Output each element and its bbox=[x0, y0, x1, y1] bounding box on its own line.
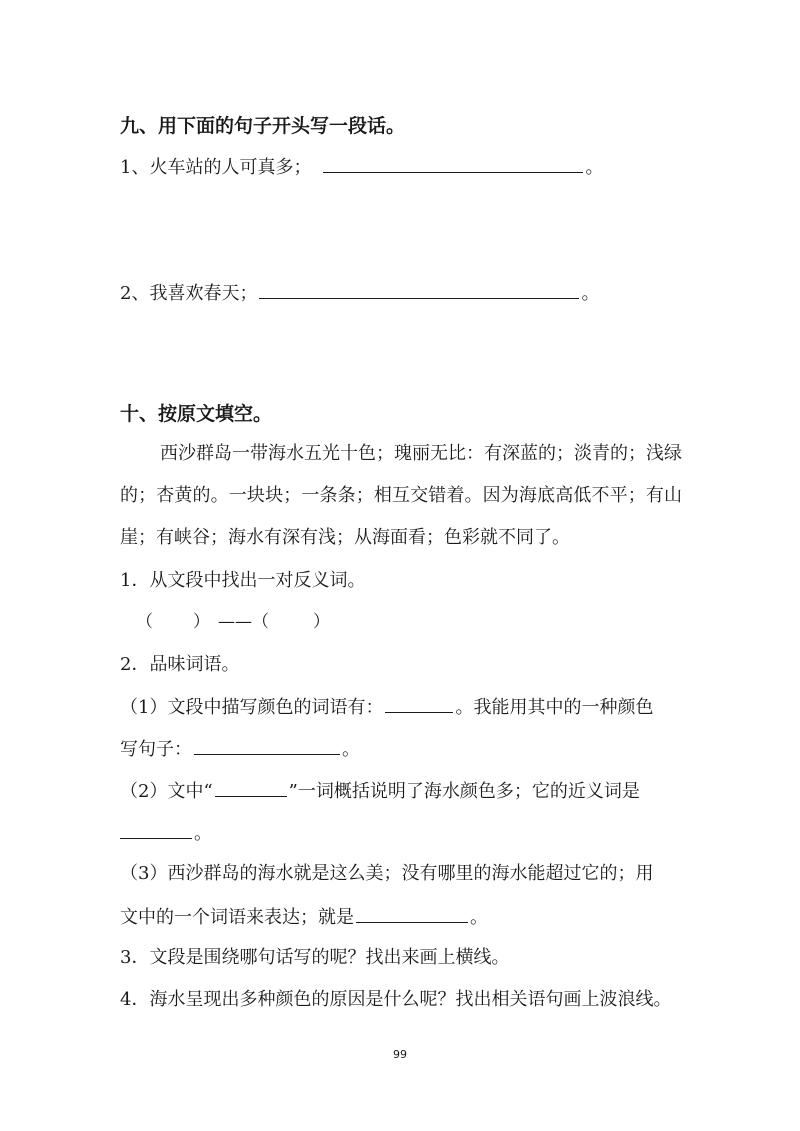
q2-1-text-d: 。 bbox=[342, 739, 360, 760]
passage: 西沙群岛一带海水五光十色；瑰丽无比：有深蓝的；淡青的；浅绿的；杏黄的。一块块；一条条；相互交错着。因为海底高低不平；有山崖；有峡谷；海水有深有浅；从海面看；色彩就不同了。 bbox=[120, 443, 682, 548]
question-2-3-line-2 bbox=[120, 904, 680, 930]
question-2-2-line-1 bbox=[120, 778, 680, 804]
question-1: 1．从文段中找出一对反义词。 bbox=[120, 570, 366, 591]
page-number: 99 bbox=[393, 1048, 407, 1061]
pair-open-2: （ bbox=[252, 612, 269, 632]
question-4: 4．海水呈现出多种颜色的原因是什么呢？找出相关语句画上波浪线。 bbox=[120, 989, 672, 1010]
section9-item2 bbox=[120, 280, 680, 306]
item1-end: 。 bbox=[585, 157, 604, 178]
q2-2-text-c: 。 bbox=[194, 823, 212, 844]
question-2-2-line-2 bbox=[120, 820, 680, 846]
synonym-blank[interactable] bbox=[120, 820, 192, 839]
q2-1-text-c: 写句子： bbox=[120, 739, 192, 760]
expression-word-blank[interactable] bbox=[356, 904, 468, 923]
item1-answer-blank[interactable] bbox=[323, 154, 583, 173]
q2-3-text-c: 。 bbox=[470, 907, 488, 928]
sentence-blank[interactable] bbox=[194, 736, 340, 755]
antonym-pair bbox=[136, 610, 330, 634]
q2-3-text-b: 文中的一个词语来表达；就是 bbox=[120, 907, 354, 928]
q2-1-text-a: （1）文段中描写颜色的词语有： bbox=[120, 697, 384, 718]
q2-1-text-b: 。我能用其中的一种颜色 bbox=[455, 697, 654, 718]
question-2: 2．品味词语。 bbox=[120, 654, 240, 675]
question-3: 3．文段是围绕哪句话写的呢？找出来画上横线。 bbox=[120, 947, 510, 968]
section10-heading: 十、按原文填空。 bbox=[120, 403, 273, 425]
section9-item1 bbox=[120, 154, 680, 180]
section9-heading: 九、用下面的句子开头写一段话。 bbox=[120, 115, 406, 137]
question-2-3-line-1: （3）西沙群岛的海水就是这么美；没有哪里的海水能超过它的；用 bbox=[120, 863, 654, 884]
pair-close-2: ） bbox=[313, 612, 330, 632]
q2-2-text-b: ”一词概括说明了海水颜色多；它的近义词是 bbox=[288, 781, 640, 802]
summary-word-blank[interactable] bbox=[215, 778, 287, 797]
item2-prefix: 2、我喜欢春天； bbox=[120, 283, 258, 304]
pair-open-1: （ bbox=[136, 612, 153, 632]
q2-2-text-a: （2）文中“ bbox=[120, 781, 213, 802]
question-2-1-line-1 bbox=[120, 694, 680, 720]
item1-prefix: 1、火车站的人可真多； bbox=[120, 157, 312, 178]
item2-answer-blank[interactable] bbox=[259, 280, 579, 299]
pair-close-1: ） bbox=[193, 612, 210, 632]
question-2-1-line-2 bbox=[120, 736, 680, 762]
item2-end: 。 bbox=[581, 283, 600, 304]
pair-dash: —— bbox=[218, 612, 252, 632]
color-words-blank[interactable] bbox=[385, 694, 453, 713]
